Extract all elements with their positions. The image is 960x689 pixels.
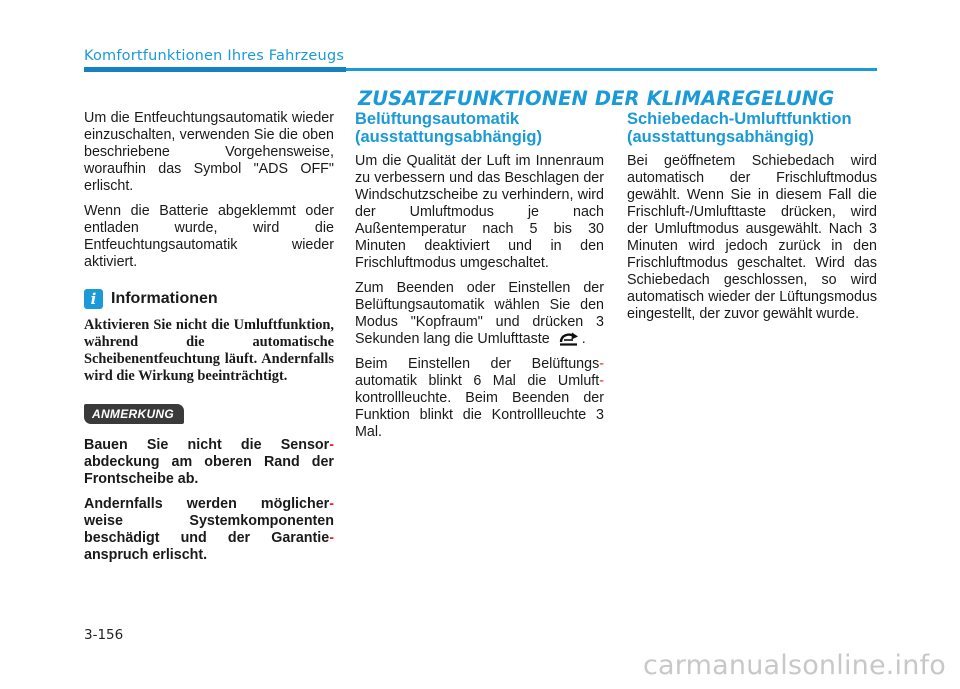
hyphen-mark: - — [329, 530, 334, 546]
note-paragraph-2 — [84, 496, 334, 564]
info-heading — [84, 289, 334, 309]
hyphen-mark: - — [329, 496, 334, 512]
hyphen-mark: - — [599, 356, 604, 372]
section-title: ZUSATZFUNKTIONEN DER KLIMAREGELUNG — [358, 87, 835, 110]
info-title: Informationen — [111, 290, 218, 307]
subheading-ventilation: Belüftungsautomatik (ausstattungsabhängig) — [355, 110, 543, 146]
note-text: Bauen Sie nicht die Sensor — [84, 437, 330, 453]
paragraph-text: kontrollleuchte. Beim Beenden der Funktion blinkt die Kontrollleuchte 3 Mal. — [355, 390, 604, 440]
info-text: Aktivieren Sie nicht die Umluftfunktion, während die automatische Scheibenentfeuchtung läuft. Andernfalls wird die Wirkung beeinträchtigt. — [84, 317, 334, 384]
page-number: 3-156 — [84, 627, 124, 643]
recirculation-icon — [558, 331, 580, 346]
paragraph-blink — [355, 356, 604, 441]
info-icon: i — [84, 289, 103, 309]
left-column — [84, 110, 334, 572]
paragraph-text: automatik blinkt 6 Mal die Umluft — [355, 373, 600, 389]
hyphen-mark: - — [329, 437, 334, 453]
paragraph-end-ventilation — [355, 280, 604, 348]
watermark: carmanualsonline.info — [643, 650, 946, 681]
note-text: anspruch erlischt. — [84, 547, 208, 563]
hyphen-mark: - — [599, 373, 604, 389]
paragraph-sunroof: Bei geöffnetem Schiebedach wird automatisch der Frischluftmodus gewählt. Wenn Sie in diesem Fall die Frischluft-/Umlufttaste drücken, wird der Umluftmodus ausgewählt. Nach 3 Minuten wird jedoch zurück in den Frischluftmodus geschaltet. Wird das Schiebedach geschlossen, so wird automatisch wieder der Lüftungsmodus eingestellt, der zuvor gewählt wurde. — [627, 153, 877, 322]
paragraph-text: Zum Beenden oder Einstellen der Belüftungsautomatik wählen Sie den Modus "Kopfraum" und drücken 3 Sekunden lang die Umlufttaste — [355, 280, 604, 347]
paragraph-air-quality: Um die Qualität der Luft im Innenraum zu verbessern und das Beschlagen der Windschutzscheibe zu verhindern, wird der Umluftmodus je nach Außentemperatur nach 5 bis 30 Minuten deaktiviert und in den Frischluftmodus umgeschaltet. — [355, 153, 604, 271]
note-paragraph-1 — [84, 437, 334, 488]
right-column — [627, 111, 877, 331]
note-text: Andernfalls werden möglicher — [84, 496, 330, 512]
header-rule-dark — [84, 67, 346, 72]
note-badge: ANMERKUNG — [84, 404, 184, 424]
note-text: weise Systemkomponenten beschädigt und der Garantie — [84, 513, 334, 546]
chapter-title: Komfortfunktionen Ihres Fahrzeugs — [84, 48, 345, 64]
paragraph-text: Beim Einstellen der Belüftungs — [355, 356, 600, 372]
note-text: abdeckung am oberen Rand der Frontscheibe ab. — [84, 454, 334, 487]
paragraph-battery: Wenn die Batterie abgeklemmt oder entladen wurde, wird die Entfeuchtungsautomatik wieder aktiviert. — [84, 203, 334, 270]
paragraph-reactivate: Um die Entfeuchtungsautomatik wieder einzuschalten, verwenden Sie die oben beschriebene Vorgehensweise, woraufhin das Symbol "ADS OFF" erlischt. — [84, 110, 334, 194]
subheading-sunroof: Schiebedach-Umluftfunktion (ausstattungsabhängig) — [627, 110, 852, 146]
middle-column — [355, 111, 604, 449]
paragraph-text: . — [581, 331, 586, 347]
header-rule-light — [346, 68, 877, 71]
